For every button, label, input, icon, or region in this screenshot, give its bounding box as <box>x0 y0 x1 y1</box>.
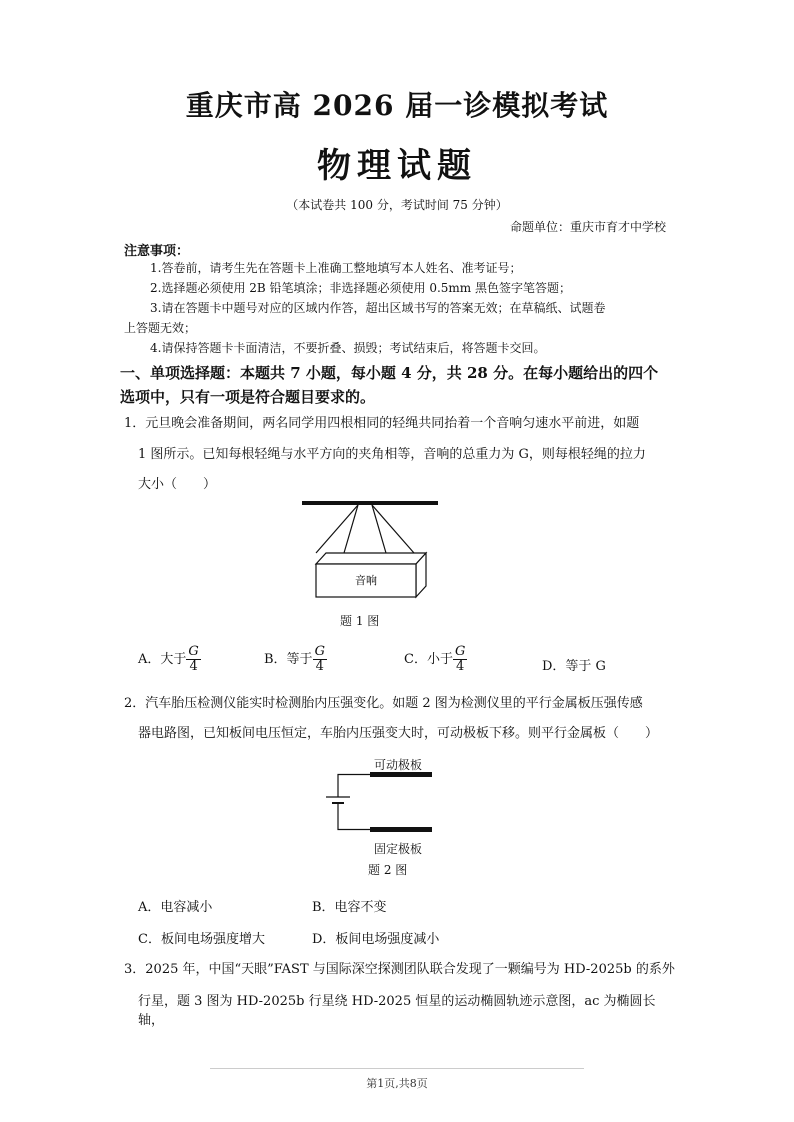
notes-heading: 注意事项： <box>124 244 190 259</box>
q2-option-b[interactable]: B．电容不变 <box>312 900 387 915</box>
note-item: 4.请保持答题卡卡面清洁，不要折叠、损毁；考试结束后，将答题卡交回。 <box>150 341 546 355</box>
q2-option-a[interactable]: A．电容减小 <box>138 900 213 915</box>
section-heading: 一、单项选择题：本题共 7 小题，每小题 4 分，共 28 分。在每小题给出的四个 <box>120 364 659 382</box>
fraction: $\frac{G}{4}$ <box>188 644 199 674</box>
q1-stem: 大小（ ） <box>138 477 217 492</box>
page-number: 第1页,共8页 <box>366 1077 428 1090</box>
q3-stem: 3．2025 年，中国“天眼”FAST 与国际深空探测团队联合发现了一颗编号为 HD-2025b 的系外 <box>124 962 675 977</box>
section-heading: 选项中，只有一项是符合题目要求的。 <box>120 388 376 406</box>
movable-plate-label: 可动极板 <box>374 758 423 772</box>
q2-option-c[interactable]: C．板间电场强度增大 <box>138 932 265 947</box>
q2-stem: 2．汽车胎压检测仪能实时检测胎内压强变化。如题 2 图为检测仪里的平行金属板压强传感 <box>124 696 643 711</box>
ceiling-bar <box>302 501 438 505</box>
speaker-box <box>316 553 426 564</box>
q1-stem: 1．元旦晚会准备期间，两名同学用四根相同的轻绳共同抬着一个音响匀速水平前进，如题 <box>124 416 640 431</box>
speaker-label: 音响 <box>355 574 377 587</box>
q1-option-a[interactable]: A．大于 $\frac{G}{4}$ <box>138 644 199 674</box>
q1-option-c[interactable]: C．小于 $\frac{G}{4}$ <box>404 644 466 674</box>
author-unit: 命题单位：重庆市育才中学校 <box>509 220 666 234</box>
note-item: 上答题无效； <box>124 321 197 335</box>
rope <box>372 505 414 553</box>
note-item: 2.选择题必须使用 2B 铅笔填涂；非选择题必须使用 0.5mm 黑色签字笔答题； <box>150 281 572 295</box>
exam-info: （本试卷共 100 分，考试时间 75 分钟） <box>286 198 508 212</box>
q1-caption: 题 1 图 <box>340 614 380 628</box>
q2-option-d[interactable]: D．板间电场强度减小 <box>312 932 440 947</box>
footer-divider <box>210 1068 584 1069</box>
q1-option-d[interactable]: D．等于 G <box>542 659 606 674</box>
q1-figure <box>296 496 446 606</box>
fraction: $\frac{G}{4}$ <box>454 644 466 674</box>
movable-plate <box>370 772 432 777</box>
q2-stem: 器电路图，已知板间电压恒定，车胎内压强变大时，可动极板下移。则平行金属板（ ） <box>138 726 659 741</box>
subject-title: 物理试题 <box>317 146 477 186</box>
exam-title: 重庆市高 2026 届一诊模拟考试 <box>185 89 609 122</box>
note-item: 3.请在答题卡中题号对应的区域内作答，超出区域书写的答案无效；在草稿纸、试题卷 <box>150 301 606 315</box>
note-item: 1.答卷前，请考生先在答题卡上准确工整地填写本人姓名、准考证号； <box>150 261 522 275</box>
q2-circuit <box>318 770 438 834</box>
q2-caption: 题 2 图 <box>368 863 408 877</box>
fixed-plate-label: 固定极板 <box>374 842 423 856</box>
fixed-plate <box>370 827 432 832</box>
rope <box>316 505 358 553</box>
q1-option-b[interactable]: B．等于 $\frac{G}{4}$ <box>264 644 325 674</box>
fraction: $\frac{G}{4}$ <box>314 644 325 674</box>
q1-stem: 1 图所示。已知每根轻绳与水平方向的夹角相等，音响的总重力为 G，则每根轻绳的拉力 <box>138 447 646 462</box>
q3-stem: 行星，题 3 图为 HD-2025b 行星绕 HD-2025 恒星的运动椭圆轨迹示意图，ac 为椭圆长轴， <box>138 994 656 1028</box>
